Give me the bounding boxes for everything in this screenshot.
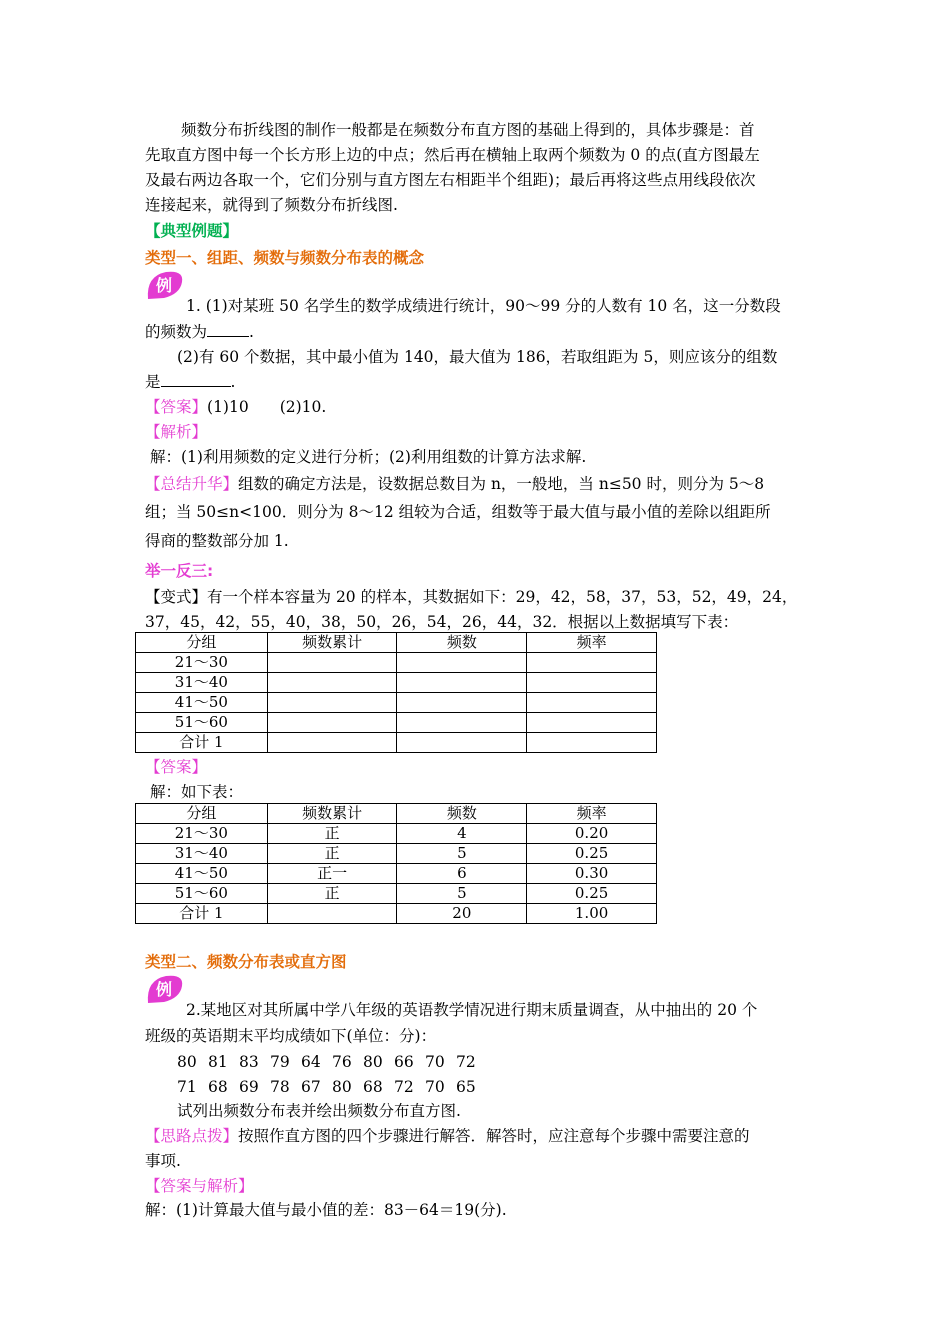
score-value: 78 xyxy=(270,1078,290,1096)
group-cell: 51～60 xyxy=(136,884,268,904)
answer-tag: 【答案】 xyxy=(145,398,208,416)
rate-input-cell[interactable] xyxy=(527,693,657,713)
analysis-text: 解：(1)利用频数的定义进行分析；(2)利用组数的计算方法求解. xyxy=(150,448,587,466)
hint-text-1: 按照作直方图的四个步骤进行解答．解答时，应注意每个步骤中需要注意的 xyxy=(238,1127,750,1145)
q3-line-2: 班级的英语期末平均成绩如下(单位：分)： xyxy=(145,1027,437,1045)
table-row xyxy=(136,884,657,904)
scores-row-1 xyxy=(177,1052,487,1072)
table-row xyxy=(136,824,657,844)
group-cell: 21～30 xyxy=(136,824,268,844)
intro-line-3: 及最右两边各取一个，它们分别与直方图左右相距半个组距)；最后再将这些点用线段依次 xyxy=(145,171,756,189)
group-cell: 21～30 xyxy=(136,653,268,673)
filled-frequency-table xyxy=(135,803,657,924)
hint-tag: 【思路点拨】 xyxy=(145,1127,239,1145)
table-row xyxy=(136,713,657,733)
header-cell: 频率 xyxy=(527,804,657,824)
answer-text: (1)10 (2)10. xyxy=(207,398,327,416)
example-badge-icon xyxy=(144,974,186,1004)
q1-line-2 xyxy=(145,322,254,342)
table-header-row xyxy=(136,633,657,653)
score-value: 67 xyxy=(301,1078,321,1096)
rate-input-cell[interactable] xyxy=(527,713,657,733)
rate-cell: 1.00 xyxy=(527,904,657,924)
frequency-input-cell[interactable] xyxy=(397,713,527,733)
score-value: 79 xyxy=(270,1053,290,1071)
intro-line-1: 频数分布折线图的制作一般都是在频数分布直方图的基础上得到的，具体步骤是：首 xyxy=(181,121,755,139)
intro-line-4: 连接起来，就得到了频数分布折线图. xyxy=(145,196,398,214)
q2-line-2-end: . xyxy=(230,373,236,391)
header-cell: 频数累计 xyxy=(267,804,397,824)
type2-title: 类型二、频数分布表或直方图 xyxy=(145,953,347,971)
table-row xyxy=(136,693,657,713)
header-cell: 频率 xyxy=(527,633,657,653)
group-cell: 41～50 xyxy=(136,693,268,713)
header-cell: 频数累计 xyxy=(267,633,397,653)
table-row xyxy=(136,904,657,924)
score-value: 72 xyxy=(456,1053,476,1071)
summary-line-1 xyxy=(145,474,764,494)
tally-cell: 正 xyxy=(267,824,397,844)
tally-input-cell[interactable] xyxy=(267,733,397,753)
score-value: 80 xyxy=(332,1078,352,1096)
variant-line-2: 37，45，42，55，40，38，50，26，54，26，44，32．根据以上数据填写下表： xyxy=(145,613,739,631)
score-value: 72 xyxy=(394,1078,414,1096)
analysis-tag: 【解析】 xyxy=(145,423,208,441)
hint-line-2: 事项. xyxy=(145,1152,181,1170)
summary-line-3: 得商的整数部分加 1. xyxy=(145,532,289,550)
score-value: 80 xyxy=(363,1053,383,1071)
group-cell: 31～40 xyxy=(136,673,268,693)
example-badge-label: 例 xyxy=(155,276,173,295)
frequency-input-cell[interactable] xyxy=(397,733,527,753)
variant-line-1 xyxy=(145,587,797,607)
scores-row-2 xyxy=(177,1077,487,1097)
q1-line-2-text: 的频数为 xyxy=(145,323,208,341)
score-value: 71 xyxy=(177,1078,197,1096)
total-cell: 合计 1 xyxy=(136,904,268,924)
table-row xyxy=(136,844,657,864)
rate-input-cell[interactable] xyxy=(527,653,657,673)
answer-line xyxy=(145,397,326,417)
score-value: 66 xyxy=(394,1053,414,1071)
practice-title: 举一反三: xyxy=(145,562,214,580)
q3-line-1: 2.某地区对其所属中学八年级的英语教学情况进行期末质量调查，从中抽出的 20 个 xyxy=(186,1001,758,1019)
variant-text-1: 有一个样本容量为 20 的样本，其数据如下：29，42，58，37，53，52，49，24， xyxy=(207,588,798,606)
score-value: 70 xyxy=(425,1078,445,1096)
answer2-text: 解：如下表： xyxy=(150,783,244,801)
tally-input-cell[interactable] xyxy=(267,673,397,693)
rate-cell: 0.30 xyxy=(527,864,657,884)
frequency-cell: 4 xyxy=(397,824,527,844)
summary-line-2: 组；当 50≤n<100．则分为 8～12 组较为合适，组数等于最大值与最小值的差除以组距所 xyxy=(145,503,771,521)
example-badge-icon xyxy=(144,270,186,300)
q2-line-2-text: 是 xyxy=(145,373,161,391)
rate-cell: 0.25 xyxy=(527,844,657,864)
answer-analysis-tag: 【答案与解析】 xyxy=(145,1177,254,1195)
group-cell: 41～50 xyxy=(136,864,268,884)
header-cell: 分组 xyxy=(136,633,268,653)
q2-line-2 xyxy=(145,372,235,392)
summary-text-1: 组数的确定方法是，设数据总数目为 n，一般地，当 n≤50 时，则分为 5～8 xyxy=(238,475,765,493)
score-value: 80 xyxy=(177,1053,197,1071)
score-value: 81 xyxy=(208,1053,228,1071)
header-cell: 频数 xyxy=(397,633,527,653)
frequency-cell: 20 xyxy=(397,904,527,924)
header-cell: 频数 xyxy=(397,804,527,824)
score-value: 65 xyxy=(456,1078,476,1096)
variant-tag: 【变式】 xyxy=(145,588,208,606)
answer2-tag: 【答案】 xyxy=(145,758,208,776)
header-cell: 分组 xyxy=(136,804,268,824)
example-badge-label: 例 xyxy=(155,980,173,999)
score-value: 68 xyxy=(208,1078,228,1096)
table-row xyxy=(136,733,657,753)
total-cell: 合计 1 xyxy=(136,733,268,753)
solution-line-1: 解：(1)计算最大值与最小值的差：83－64＝19(分). xyxy=(145,1201,507,1219)
frequency-cell: 6 xyxy=(397,864,527,884)
frequency-cell: 5 xyxy=(397,884,527,904)
task-line: 试列出频数分布表并绘出频数分布直方图. xyxy=(177,1102,461,1120)
tally-cell xyxy=(267,904,397,924)
score-value: 70 xyxy=(425,1053,445,1071)
section-title: 【典型例题】 xyxy=(145,222,239,240)
tally-input-cell[interactable] xyxy=(267,693,397,713)
score-value: 69 xyxy=(239,1078,259,1096)
table-header-row xyxy=(136,804,657,824)
score-value: 64 xyxy=(301,1053,321,1071)
tally-cell: 正 xyxy=(267,844,397,864)
tally-input-cell[interactable] xyxy=(267,713,397,733)
type1-title: 类型一、组距、频数与频数分布表的概念 xyxy=(145,249,425,267)
table-row xyxy=(136,864,657,884)
q1-line-1: 1. (1)对某班 50 名学生的数学成绩进行统计，90～99 分的人数有 10 名，这一分数段 xyxy=(186,297,781,315)
tally-input-cell[interactable] xyxy=(267,653,397,673)
score-value: 83 xyxy=(239,1053,259,1071)
q1-line-2-end: . xyxy=(249,323,254,341)
tally-cell: 正 xyxy=(267,884,397,904)
rate-input-cell[interactable] xyxy=(527,673,657,693)
blank-frequency-table xyxy=(135,632,657,753)
group-cell: 31～40 xyxy=(136,844,268,864)
score-value: 68 xyxy=(363,1078,383,1096)
frequency-input-cell[interactable] xyxy=(397,693,527,713)
frequency-input-cell[interactable] xyxy=(397,653,527,673)
q1-answer-blank[interactable] xyxy=(207,322,249,337)
summary-tag: 【总结升华】 xyxy=(145,475,239,493)
group-cell: 51～60 xyxy=(136,713,268,733)
score-value: 76 xyxy=(332,1053,352,1071)
hint-line-1 xyxy=(145,1126,750,1146)
frequency-cell: 5 xyxy=(397,844,527,864)
q2-answer-blank[interactable] xyxy=(161,372,231,387)
q2-line-1: (2)有 60 个数据，其中最小值为 140，最大值为 186，若取组距为 5，则应该分的组数 xyxy=(177,348,778,366)
tally-cell: 正一 xyxy=(267,864,397,884)
frequency-input-cell[interactable] xyxy=(397,673,527,693)
rate-cell: 0.25 xyxy=(527,884,657,904)
rate-cell: 0.20 xyxy=(527,824,657,844)
intro-line-2: 先取直方图中每一个长方形上边的中点；然后再在横轴上取两个频数为 0 的点(直方图最左 xyxy=(145,146,760,164)
rate-input-cell[interactable] xyxy=(527,733,657,753)
table-row xyxy=(136,653,657,673)
table-row xyxy=(136,673,657,693)
